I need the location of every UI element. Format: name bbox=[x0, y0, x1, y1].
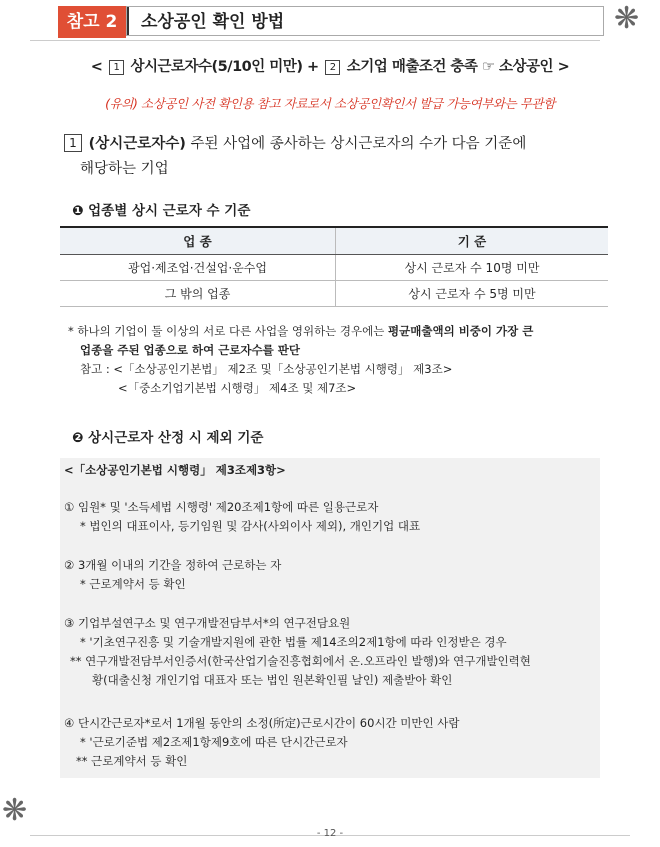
ornament-bottom-left-icon: ❋ bbox=[2, 793, 28, 828]
legal-reference: <「중소기업기본법 시행령」 제4조 및 제7조> bbox=[118, 381, 357, 395]
employee-standard-table bbox=[60, 226, 608, 307]
table-note: * 하나의 기업이 둘 이상의 서로 다른 사업을 영위하는 경우에는 평균매출액의 비중이 가장 큰 업종을 주된 업종으로 하여 근로자수를 판단 참고 : <「소상공인기본법」 제2조 및「소상공인기본법 시행령」 제3조> <「중소기업기본법 시행령」 제4조 및 제7조> bbox=[68, 322, 608, 398]
section-1-title: (상시근로자수) bbox=[88, 136, 186, 152]
table-header-criteria: 기 준 bbox=[336, 227, 609, 255]
subsection-1-heading: ❶ 업종별 상시 근로자 수 기준 bbox=[72, 203, 251, 219]
ornament-top-right-icon: ❋ bbox=[614, 1, 640, 36]
box-1-icon: 1 bbox=[109, 60, 124, 75]
page-title: 소상공인 확인 방법 bbox=[126, 6, 604, 36]
section-1-paragraph: 1 (상시근로자수) 주된 사업에 종사하는 상시근로자의 수가 다음 기준에 해당하는 기업 bbox=[62, 132, 622, 182]
table-row: 광업·제조업·건설업·운수업 상시 근로자 수 10명 미만 bbox=[60, 255, 608, 281]
exclusion-item-1: ① 임원* 및 '소득세법 시행령' 제20조제1항에 따른 일용근로자 * 법인의 대표이사, 등기임원 및 감사(사외이사 제외), 개인기업 대표 bbox=[64, 500, 421, 533]
box-2-icon: 2 bbox=[325, 60, 340, 75]
caution-note: (유의) 소상공인 사전 확인용 참고 자료로서 소상공인확인서 발급 가능여부와는 무관함 bbox=[105, 96, 555, 111]
page-number: - 12 - bbox=[316, 828, 344, 839]
exclusion-item-3: ③ 기업부설연구소 및 연구개발전담부서*의 연구전담요원 * '기초연구진흥 및 기술개발지원에 관한 법률 제14조의2제1항에 따라 인정받은 경우 ** 연구개발전담부서인증서(한국산업기술진흥협회에서 온.오프라인 발행)와 연구개발인력현 황(대출신청 개인기업 대표자 또는 법인 원본확인필 날인) 제출받아 확인 bbox=[64, 616, 531, 687]
exclusion-item-4: ④ 단시간근로자*로서 1개월 동안의 소정(所定)근로시간이 60시간 미만인 사람 * '근로기준법 제2조제1항제9호에 따른 단시간근로자 ** 근로계약서 등 확인 bbox=[64, 716, 460, 768]
box-heading: <「소상공인기본법 시행령」 제3조제3항> bbox=[64, 463, 286, 477]
legal-reference: 참고 : <「소상공인기본법」 제2조 및「소상공인기본법 시행령」 제3조> bbox=[80, 362, 453, 376]
table-row: 그 밖의 업종 상시 근로자 수 5명 미만 bbox=[60, 281, 608, 307]
box-1-icon: 1 bbox=[64, 134, 82, 152]
subtitle: < 1 상시근로자수(5/10인 미만) + 2 소기업 매출조건 충족 ☞ 소상공인 > bbox=[90, 59, 570, 75]
header-divider bbox=[30, 40, 600, 41]
exclusion-item-2: ② 3개월 이내의 기간을 정하여 근로하는 자 * 근로계약서 등 확인 bbox=[64, 558, 282, 591]
table-header-industry: 업 종 bbox=[60, 227, 336, 255]
subsection-2-heading: ❷ 상시근로자 산정 시 제외 기준 bbox=[72, 430, 264, 446]
reference-tag: 참고 2 bbox=[58, 6, 126, 38]
